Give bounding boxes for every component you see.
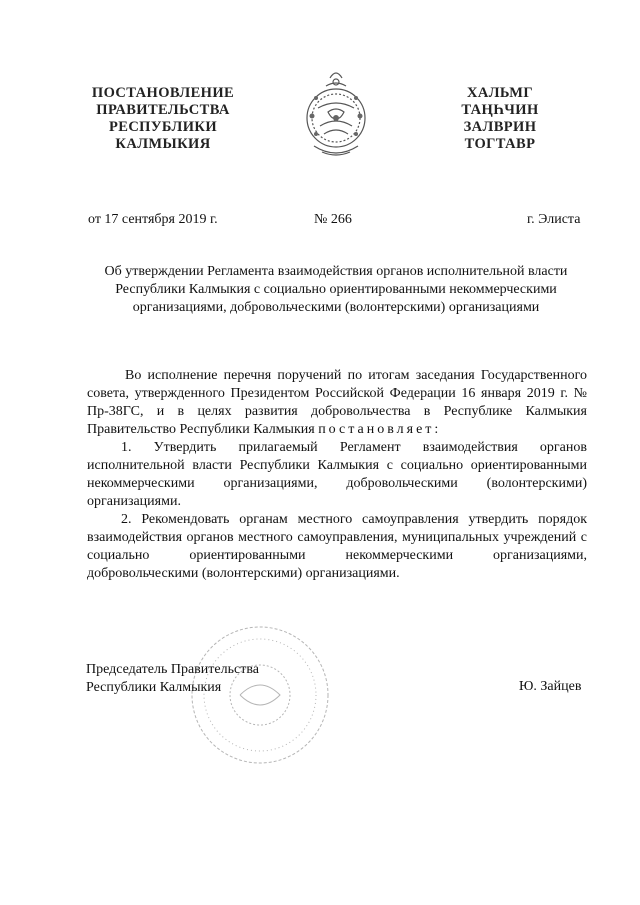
decree-number: № 266	[314, 212, 352, 227]
signature-position	[86, 661, 259, 697]
header-title-russian	[68, 85, 258, 153]
signature-position-line: Республики Калмыкия	[86, 680, 222, 695]
header-right-line: ТОГТАВР	[464, 136, 536, 152]
header-left-line: ПРАВИТЕЛЬСТВА	[96, 102, 230, 118]
decree-date: от 17 сентября 2019 г.	[88, 212, 218, 227]
kalmykia-coat-of-arms-icon	[300, 68, 372, 162]
decree-city: г. Элиста	[527, 212, 581, 227]
header-right-line: ТАҢҺЧИН	[461, 102, 539, 118]
signature-name: Ю. Зайцев	[519, 679, 582, 694]
header-right-line: ЗАЛВРИН	[463, 119, 537, 135]
header-title-kalmyk	[425, 85, 575, 153]
decree-keyword: постановляет:	[318, 422, 442, 437]
header-left-line: ПОСТАНОВЛЕНИЕ	[91, 85, 235, 101]
decree-item-2: 2. Рекомендовать органам местного самоуправления утвердить порядок взаимодействия органов местного самоуправления, муниципальных учреждений с социально ориентированными некоммерческими организациями, добровольческими (волонтерскими) организациями.	[87, 512, 587, 581]
header-left-line: КАЛМЫКИЯ	[115, 136, 211, 152]
decree-body	[87, 367, 587, 583]
intro-paragraph	[87, 367, 587, 439]
header-right-line: ХАЛЬМГ	[466, 85, 534, 101]
signature-position-line: Председатель Правительства	[86, 662, 259, 677]
intro-text: Во исполнение перечня поручений по итогам заседания Государственного совета, утвержденного Президентом Российской Федерации 16 января 2019 г. № Пр-38ГС, и в целях развития добровольчества в Республике Калмыкия Правительство Республики Калмыкия	[87, 368, 587, 437]
decree-title: Об утверждении Регламента взаимодействия органов исполнительной власти Республики Калмыкия с социально ориентированными некоммерческими организациями, добровольческими (волонтерскими) организациями	[104, 264, 568, 315]
decree-item-1: 1. Утвердить прилагаемый Регламент взаимодействия органов исполнительной власти Республики Калмыкия с социально ориентированными некоммерческими организациями, добровольческими (волонтерскими) организациями.	[87, 440, 587, 509]
header-left-line: РЕСПУБЛИКИ	[108, 119, 218, 135]
